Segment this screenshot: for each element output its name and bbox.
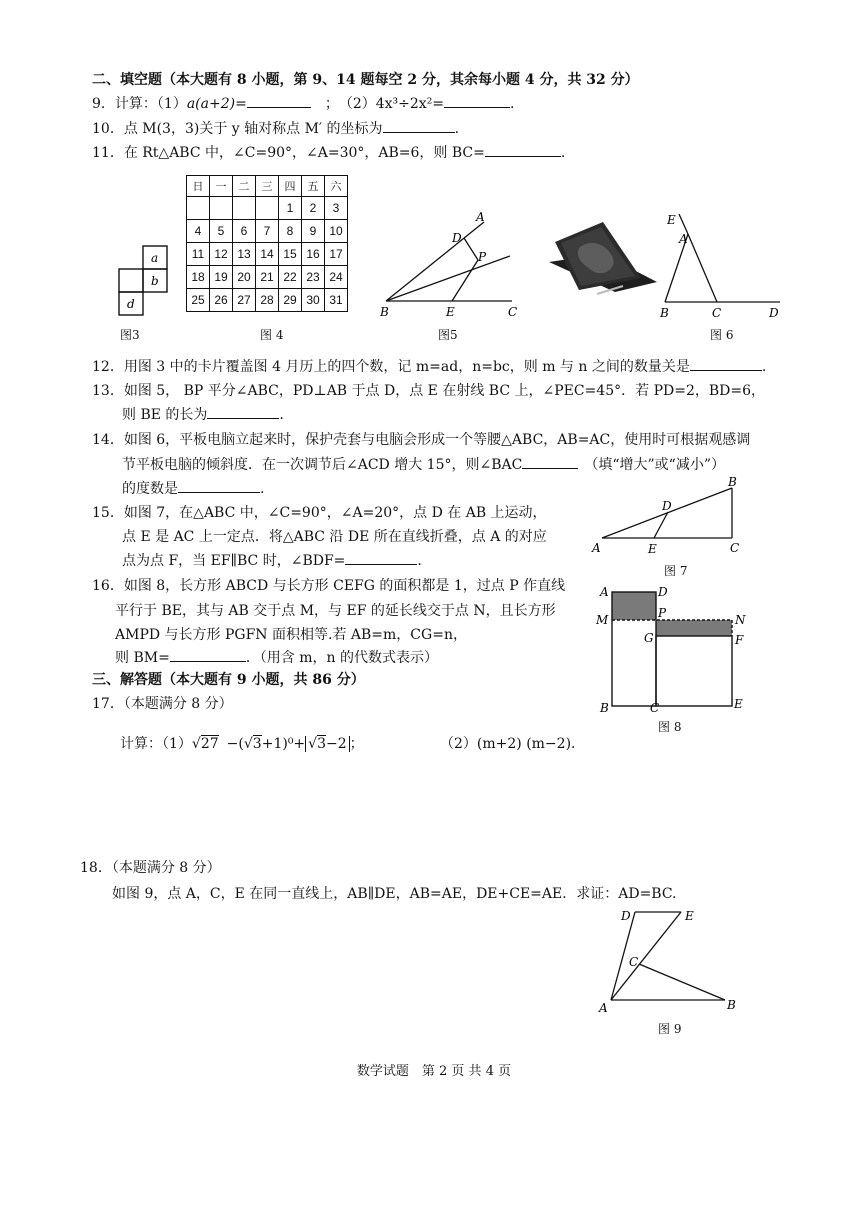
cal-h: 三: [256, 176, 279, 197]
cal-cell: 30: [302, 289, 325, 312]
q9-lead: 9．计算：（1）: [92, 96, 187, 112]
figure-7: [588, 474, 748, 558]
cal-cell: 23: [302, 266, 325, 289]
fig9-label-c: C: [629, 955, 639, 969]
figure-8: [592, 582, 752, 714]
question-15-line-3: [122, 551, 422, 571]
sqrt-icon: √: [308, 736, 318, 752]
q17-lead: 计算：（1）: [120, 736, 192, 752]
q12-end: .: [761, 359, 767, 375]
q10-blank: [383, 132, 455, 133]
fig9-caption: 图 9: [658, 1022, 682, 1036]
cal-h: 六: [325, 176, 348, 197]
cal-cell: [233, 197, 256, 220]
cal-cell: 22: [279, 266, 302, 289]
fig8-label-g: G: [644, 631, 654, 645]
fig6-label-a: A: [679, 232, 688, 246]
question-16-line-1: 16．如图 8，长方形 ABCD 与长方形 CEFG 的面积都是 1，过点 P 作直线: [92, 578, 566, 594]
tablet-photo: [545, 218, 660, 300]
question-16-line-3: AMPD 与长方形 PGFN 面积相等.若 AB=m，CG=n，: [115, 627, 467, 643]
figure-6: [655, 208, 785, 323]
fig8-label-d: D: [658, 585, 668, 599]
cal-cell: 10: [325, 220, 348, 243]
calendar-row: [187, 197, 348, 220]
q17-p2: −(: [226, 736, 244, 752]
cal-cell: 16: [302, 243, 325, 266]
q14-line3: 的度数是: [122, 481, 178, 497]
q14-line2b: （填“增大”或“减小”）: [584, 457, 725, 473]
question-12: [92, 357, 766, 377]
q9-expr1: a(a+2)=: [186, 96, 247, 112]
cal-h: 二: [233, 176, 256, 197]
fig3-cell-b: b: [151, 274, 159, 288]
q17-p1: 27: [200, 736, 219, 752]
cal-cell: 8: [279, 220, 302, 243]
question-15-line-1: 15．如图 7，在△ABC 中，∠C=90°，∠A=20°，点 D 在 AB 上运动，: [92, 505, 547, 521]
fig8-label-p: P: [658, 606, 667, 620]
q11-end: .: [560, 145, 566, 161]
q17-p3: 3: [252, 736, 262, 752]
question-16-line-4: [115, 648, 438, 668]
figure-3: [115, 244, 175, 320]
q11-blank: [485, 156, 561, 157]
cal-cell: 26: [210, 289, 233, 312]
q16-line4b: ．（用含 m，n 的代数式表示）: [245, 650, 439, 666]
fig8-label-c: C: [650, 701, 660, 714]
cal-cell: 24: [325, 266, 348, 289]
fig7-label-a: A: [592, 541, 601, 555]
fig5-label-p: P: [478, 250, 487, 264]
cal-cell: 18: [187, 266, 210, 289]
fig7-label-b: B: [728, 475, 737, 489]
question-11: [92, 143, 565, 163]
q15-end: .: [417, 553, 422, 569]
fig5-label-e: E: [446, 305, 455, 319]
q9-expr2: 4x³÷2x²=: [375, 96, 445, 112]
fig7-label-e: E: [648, 542, 657, 556]
cal-cell: 25: [187, 289, 210, 312]
q16-line4: 则 BM=: [115, 650, 170, 666]
question-17-body: [120, 734, 364, 754]
cal-cell: 27: [233, 289, 256, 312]
fig7-caption: 图 7: [664, 564, 688, 578]
cal-cell: 15: [279, 243, 302, 266]
fig5-label-a: A: [476, 210, 485, 224]
cal-h: 四: [279, 176, 302, 197]
q12-text: 12．用图 3 中的卡片覆盖图 4 月历上的四个数，记 m=ad，n=bc，则 m 与 n 之间的数量关是: [92, 359, 690, 375]
calendar-header: [187, 176, 348, 197]
cal-h: 日: [187, 176, 210, 197]
q13-line2: 则 BE 的长为: [122, 407, 208, 423]
cal-cell: 29: [279, 289, 302, 312]
q9-blank-1: [247, 107, 311, 108]
cal-cell: 4: [187, 220, 210, 243]
q9-blank-2: [444, 107, 510, 108]
q14-blank-2: [178, 492, 260, 493]
q13-blank: [207, 418, 279, 419]
figure-4-calendar: [186, 175, 348, 312]
section-3-title: 三、解答题（本大题有 9 小题，共 86 分）: [92, 672, 365, 688]
q11-text: 11．在 Rt△ABC 中，∠C=90°，∠A=30°，AB=6，则 BC=: [92, 145, 485, 161]
fig9-label-e: E: [685, 909, 694, 923]
q17-p4: +1)⁰+: [261, 736, 306, 752]
cal-cell: 3: [325, 197, 348, 220]
cal-cell: 12: [210, 243, 233, 266]
q17-p5: 3: [317, 736, 327, 752]
fig9-label-d: D: [621, 909, 631, 923]
calendar-row: [187, 266, 348, 289]
cal-cell: [256, 197, 279, 220]
fig3-caption: 图3: [120, 328, 140, 342]
section-2-title: 二、填空题（本大题有 8 小题，第 9、14 题每空 2 分，其余每小题 4 分，共 32 分）: [92, 72, 639, 88]
fig3-cell-a: a: [151, 251, 159, 265]
fig9-label-a: A: [599, 1001, 608, 1015]
question-13-line-2: [122, 405, 284, 425]
fig8-label-e: E: [734, 697, 743, 711]
question-15-line-2: 点 E 是 AC 上一定点．将△ABC 沿 DE 所在直线折叠，点 A 的对应: [122, 529, 547, 545]
calendar-row: [187, 289, 348, 312]
sqrt-icon: √: [191, 736, 201, 752]
q9-end: .: [510, 96, 515, 112]
q10-text: 10．点 M(3，3)关于 y 轴对称点 M′ 的坐标为: [92, 121, 383, 137]
fig5-label-d: D: [452, 231, 462, 245]
cal-cell: 14: [256, 243, 279, 266]
fig8-label-b: B: [600, 701, 609, 714]
q15-blank: [345, 564, 417, 565]
cal-cell: 19: [210, 266, 233, 289]
question-18-head: 18．（本题满分 8 分）: [80, 860, 221, 876]
cal-cell: 21: [256, 266, 279, 289]
question-10: [92, 119, 459, 139]
q17-p7: ；: [349, 736, 364, 752]
fig8-label-m: M: [596, 613, 609, 627]
cal-cell: [187, 197, 210, 220]
figure-9: [595, 904, 745, 1016]
cal-cell: 5: [210, 220, 233, 243]
figure-5: [372, 206, 522, 324]
fig8-label-n: N: [735, 613, 746, 627]
question-14-line-3: [122, 479, 264, 499]
cal-h: 一: [210, 176, 233, 197]
q15-line3: 点为点 F，当 EF∥BC 时，∠BDF=: [122, 553, 346, 569]
question-13-line-1: 13．如图 5， BP 平分∠ABC，PD⊥AB 于点 D，点 E 在射线 BC 上，∠PEC=45°．若 PD=2，BD=6，: [92, 383, 766, 399]
fig4-caption: 图 4: [260, 328, 284, 342]
cal-cell: 31: [325, 289, 348, 312]
q14-blank-1: [522, 468, 578, 469]
cal-cell: 2: [302, 197, 325, 220]
fig5-caption: 图5: [438, 328, 458, 342]
fig8-caption: 图 8: [658, 720, 682, 734]
cal-cell: 7: [256, 220, 279, 243]
cal-cell: 11: [187, 243, 210, 266]
fig7-label-d: D: [662, 499, 672, 513]
question-18-text: 如图 9，点 A，C，E 在同一直线上，AB∥DE，AB=AE，DE+CE=AE．求证：AD=BC.: [112, 886, 677, 902]
fig6-caption: 图 6: [710, 328, 734, 342]
calendar-row: [187, 243, 348, 266]
cal-cell: 1: [279, 197, 302, 220]
page-footer: 数学试题 第 2 页 共 4 页: [356, 1064, 512, 1079]
q10-end: .: [454, 121, 460, 137]
question-9: [92, 94, 515, 114]
cal-cell: 13: [233, 243, 256, 266]
fig6-label-e: E: [667, 213, 676, 227]
fig6-label-d: D: [769, 306, 779, 320]
q16-blank: [170, 661, 246, 662]
question-16-line-2: 平行于 BE，其与 AB 交于点 M，与 EF 的延长线交于点 N，且长方形: [115, 603, 556, 619]
fig5-label-c: C: [508, 305, 518, 319]
fig8-label-f: F: [735, 633, 744, 647]
question-14-line-1: 14．如图 6，平板电脑立起来时，保护壳套与电脑会形成一个等腰△ABC，AB=AC，使用时可根据观感调: [92, 432, 751, 448]
q13-end: .: [279, 407, 284, 423]
cal-cell: [210, 197, 233, 220]
q14-line2: 节平板电脑的倾斜度．在一次调节后∠ACD 增大 15°，则∠BAC: [122, 457, 523, 473]
cal-cell: 17: [325, 243, 348, 266]
fig6-label-b: B: [660, 306, 669, 320]
cal-h: 五: [302, 176, 325, 197]
fig8-label-a: A: [600, 585, 609, 599]
q12-blank: [690, 370, 762, 371]
calendar-row: [187, 220, 348, 243]
question-14-line-2: [122, 455, 725, 475]
question-17-head: 17．（本题满分 8 分）: [92, 696, 233, 712]
fig7-label-c: C: [730, 541, 740, 555]
cal-cell: 6: [233, 220, 256, 243]
q9-sep: ； （2）: [324, 96, 376, 112]
fig5-label-b: B: [380, 305, 389, 319]
q17-part-2: （2）(m+2) (m−2).: [440, 736, 576, 752]
sqrt-icon: √: [243, 736, 253, 752]
fig6-label-c: C: [712, 306, 722, 320]
cal-cell: 20: [233, 266, 256, 289]
q14-end: .: [260, 481, 265, 497]
cal-cell: 28: [256, 289, 279, 312]
cal-cell: 9: [302, 220, 325, 243]
fig9-label-b: B: [727, 998, 736, 1012]
fig3-cell-d: d: [127, 297, 135, 311]
q17-p6: −2: [326, 736, 347, 752]
